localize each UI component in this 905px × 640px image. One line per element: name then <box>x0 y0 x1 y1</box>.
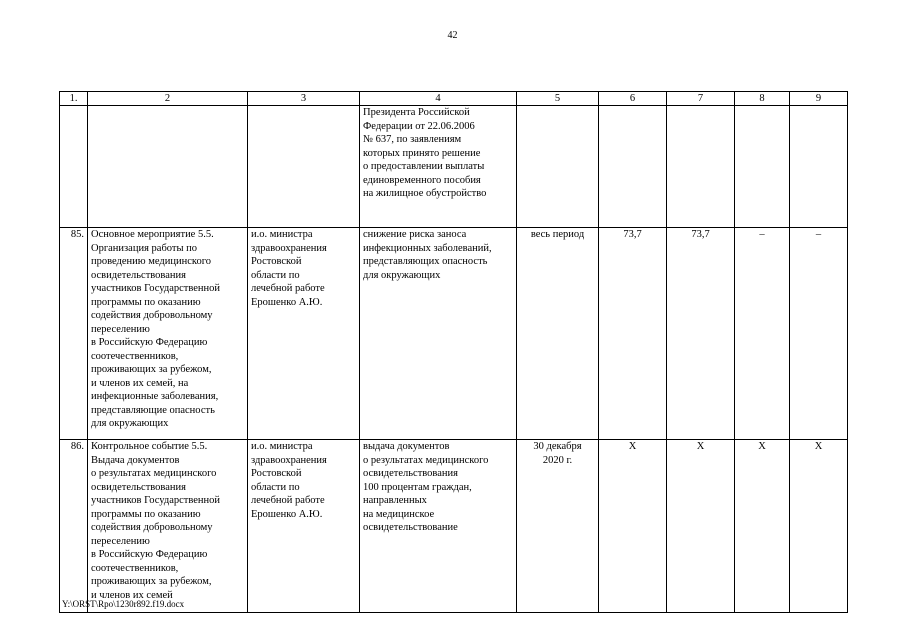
column-header: 2 <box>88 92 248 106</box>
value-cell: X <box>599 440 667 613</box>
file-path-footer: Y:\ORST\Rpo\1230r892.f19.docx <box>62 599 185 609</box>
header-row <box>60 92 848 106</box>
responsible-cell <box>248 106 360 228</box>
activity-cell <box>88 106 248 228</box>
value-cell: X <box>735 440 790 613</box>
value-cell: – <box>735 228 790 440</box>
column-header: 9 <box>790 92 848 106</box>
table-row-85 <box>60 228 848 440</box>
column-header: 6 <box>599 92 667 106</box>
value-cell: – <box>790 228 848 440</box>
row-number: 86. <box>60 440 88 613</box>
row-number: 85. <box>60 228 88 440</box>
column-header: 3 <box>248 92 360 106</box>
responsible-cell: и.о. министра здравоохранения Ростовской области по лечебной работе Ерошенко А.Ю. <box>248 440 360 613</box>
value-cell: X <box>667 440 735 613</box>
activity-cell: Основное мероприятие 5.5. Организация работы по проведению медицинского освидетельствования участников Государственной программы по оказанию содействия добровольному переселению в Российскую Федерацию соотечественников, проживающих за рубежом, и членов их семей, на инфекционные заболевания, представляющие опасность для окружающих <box>88 228 248 440</box>
value-cell <box>735 106 790 228</box>
page-number: 42 <box>447 30 458 41</box>
value-cell <box>599 106 667 228</box>
value-cell <box>667 106 735 228</box>
row-number <box>60 106 88 228</box>
value-cell: X <box>790 440 848 613</box>
period-cell <box>517 106 599 228</box>
period-cell: 30 декабря 2020 г. <box>517 440 599 613</box>
result-cell: снижение риска заноса инфекционных заболеваний, представляющих опасность для окружающих <box>360 228 517 440</box>
column-header: 4 <box>360 92 517 106</box>
value-cell: 73,7 <box>599 228 667 440</box>
value-cell: 73,7 <box>667 228 735 440</box>
table-row-86 <box>60 440 848 613</box>
column-header: 7 <box>667 92 735 106</box>
column-header: 5 <box>517 92 599 106</box>
period-cell: весь период <box>517 228 599 440</box>
column-header: 1. <box>60 92 88 106</box>
result-cell: выдача документов о результатах медицинского освидетельствования 100 процентам граждан, направленных на медицинское освидетельствование <box>360 440 517 613</box>
table-row-continuation <box>60 106 848 228</box>
column-header: 8 <box>735 92 790 106</box>
value-cell <box>790 106 848 228</box>
responsible-cell: и.о. министра здравоохранения Ростовской области по лечебной работе Ерошенко А.Ю. <box>248 228 360 440</box>
program-table <box>59 91 848 613</box>
result-cell: Президента Российской Федерации от 22.06.2006 № 637, по заявлениям которых принято решение о предоставлении выплаты единовременного пособия на жилищное обустройство <box>360 106 517 228</box>
activity-cell: Контрольное событие 5.5. Выдача документов о результатах медицинского освидетельствования участников Государственной программы по оказанию содействия добровольному переселению в Российскую Федерацию соотечественников, проживающих за рубежом, и членов их семей <box>88 440 248 613</box>
